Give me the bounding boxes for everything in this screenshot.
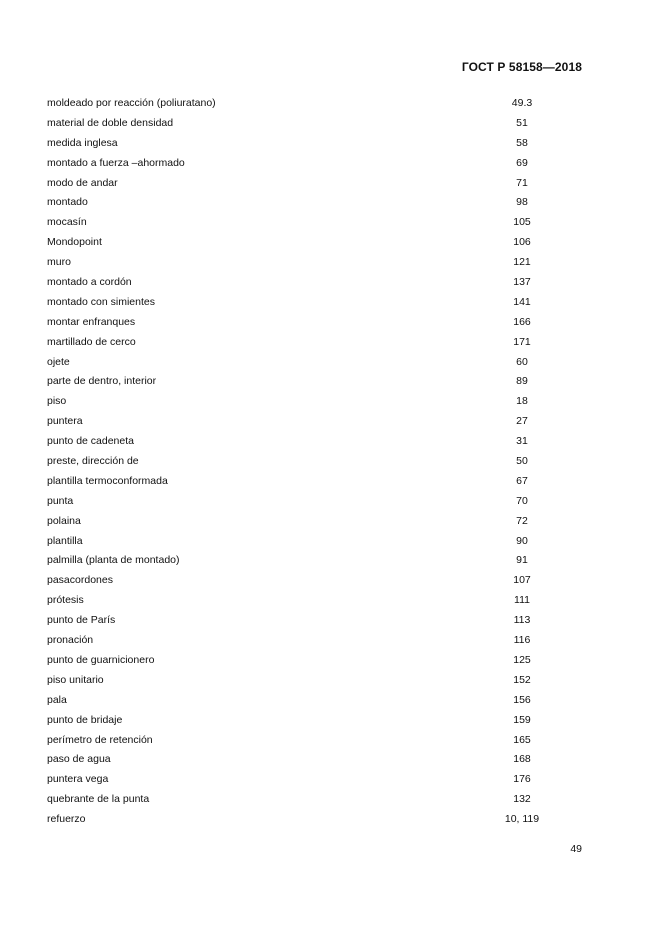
index-term-number: 89 xyxy=(516,375,528,388)
index-entry xyxy=(47,233,567,253)
index-term: montado a fuerza –ahormado xyxy=(47,156,185,169)
index-term-number: 156 xyxy=(513,693,531,706)
index-entry xyxy=(47,174,567,194)
index-term: palmilla (planta de montado) xyxy=(47,554,180,567)
index-entry xyxy=(47,472,567,492)
index-term: montado con simientes xyxy=(47,295,155,308)
index-entry xyxy=(47,492,567,512)
index-term: piso xyxy=(47,395,67,408)
index-term-number: 159 xyxy=(513,713,531,726)
index-term: mocasín xyxy=(47,216,87,229)
index-entry xyxy=(47,611,567,631)
index-term: muro xyxy=(47,256,71,269)
index-entry xyxy=(47,213,567,233)
index-entry xyxy=(47,631,567,651)
index-term-number: 50 xyxy=(516,455,528,468)
index-entry xyxy=(47,353,567,373)
index-term-number: 125 xyxy=(513,653,531,666)
index-term-number: 166 xyxy=(513,315,531,328)
index-term-number: 152 xyxy=(513,673,531,686)
index-term: piso unitario xyxy=(47,673,104,686)
index-entry xyxy=(47,134,567,154)
index-term-number: 70 xyxy=(516,494,528,507)
index-term-number: 165 xyxy=(513,733,531,746)
index-entry xyxy=(47,591,567,611)
index-term-number: 121 xyxy=(513,256,531,269)
index-term-number: 18 xyxy=(516,395,528,408)
index-entry xyxy=(47,154,567,174)
index-entry xyxy=(47,731,567,751)
index-term-number: 113 xyxy=(513,614,531,627)
index-term: pala xyxy=(47,693,67,706)
index-term: plantilla termoconformada xyxy=(47,474,168,487)
index-entry xyxy=(47,532,567,552)
index-term-number: 105 xyxy=(513,216,531,229)
index-term: puntera vega xyxy=(47,773,109,786)
index-term: punto de bridaje xyxy=(47,713,123,726)
index-term-number: 51 xyxy=(516,116,528,129)
index-term-number: 67 xyxy=(516,474,528,487)
index-entry xyxy=(47,671,567,691)
index-term-number: 107 xyxy=(513,574,531,587)
index-term-number: 10, 119 xyxy=(504,813,540,826)
index-entry xyxy=(47,770,567,790)
index-term-number: 132 xyxy=(513,793,531,806)
index-entry xyxy=(47,333,567,353)
index-entry xyxy=(47,412,567,432)
index-term: ojete xyxy=(47,355,70,368)
index-term-number: 141 xyxy=(513,295,531,308)
term-index-list xyxy=(47,94,567,830)
document-header xyxy=(462,60,582,74)
index-entry xyxy=(47,571,567,591)
index-term: polaina xyxy=(47,514,81,527)
index-term: punta xyxy=(47,494,74,507)
index-term-number: 49.3 xyxy=(511,97,533,109)
index-term: moldeado por reacción (poliuratano) xyxy=(47,97,216,109)
index-term-number: 60 xyxy=(516,355,528,368)
index-term: montado a cordón xyxy=(47,276,132,289)
index-term-number: 90 xyxy=(516,534,528,547)
index-term-number: 106 xyxy=(513,236,531,249)
index-entry xyxy=(47,273,567,293)
index-term-number: 116 xyxy=(513,634,531,647)
index-term: montar enfranques xyxy=(47,315,136,328)
index-entry xyxy=(47,790,567,810)
index-entry xyxy=(47,193,567,213)
index-entry xyxy=(47,293,567,313)
index-entry xyxy=(47,651,567,671)
index-entry xyxy=(47,114,567,134)
index-term: modo de andar xyxy=(47,176,118,189)
index-term: pronación xyxy=(47,634,94,647)
index-term: punto de guarnicionero xyxy=(47,653,155,666)
index-term: refuerzo xyxy=(47,813,86,826)
index-entry xyxy=(47,711,567,731)
index-term-number: 69 xyxy=(516,156,528,169)
index-term: plantilla xyxy=(47,534,83,547)
index-term: parte de dentro, interior xyxy=(47,375,157,388)
index-term: Mondopoint xyxy=(47,236,102,249)
index-entry xyxy=(47,452,567,472)
index-term: punto de París xyxy=(47,614,116,627)
index-term-number: 137 xyxy=(513,276,531,289)
index-entry xyxy=(47,750,567,770)
index-term: medida inglesa xyxy=(47,136,118,149)
index-entry xyxy=(47,253,567,273)
index-term: perímetro de retención xyxy=(47,733,153,746)
index-entry xyxy=(47,372,567,392)
standard-code: ГОСТ Р 58158—2018 xyxy=(461,60,582,74)
index-term: paso de agua xyxy=(47,753,111,766)
index-entry xyxy=(47,313,567,333)
index-entry xyxy=(47,691,567,711)
index-entry xyxy=(47,392,567,412)
index-term-number: 72 xyxy=(516,514,528,527)
index-term: pasacordones xyxy=(47,574,113,587)
index-term-number: 58 xyxy=(516,136,528,149)
index-term: preste, dirección de xyxy=(47,455,139,468)
index-term-number: 91 xyxy=(516,554,528,567)
index-term-number: 168 xyxy=(513,753,531,766)
index-term: quebrante de la punta xyxy=(47,793,150,806)
index-entry xyxy=(47,551,567,571)
index-term-number: 176 xyxy=(513,773,531,786)
index-term: puntera xyxy=(47,415,83,428)
index-term-number: 31 xyxy=(516,435,528,448)
index-term-number: 111 xyxy=(514,594,530,607)
index-term: montado xyxy=(47,196,88,209)
index-entry xyxy=(47,810,567,830)
index-entry xyxy=(47,512,567,532)
index-term: martillado de cerco xyxy=(47,335,136,348)
index-term-number: 171 xyxy=(513,335,531,348)
index-term-number: 98 xyxy=(516,196,528,209)
index-term: prótesis xyxy=(47,594,84,607)
index-entry xyxy=(47,94,567,114)
index-term-number: 27 xyxy=(516,415,528,428)
index-term-number: 71 xyxy=(516,176,528,189)
page-number: 49 xyxy=(570,843,582,855)
index-term: punto de cadeneta xyxy=(47,435,134,448)
index-entry xyxy=(47,432,567,452)
index-term: material de doble densidad xyxy=(47,116,174,129)
